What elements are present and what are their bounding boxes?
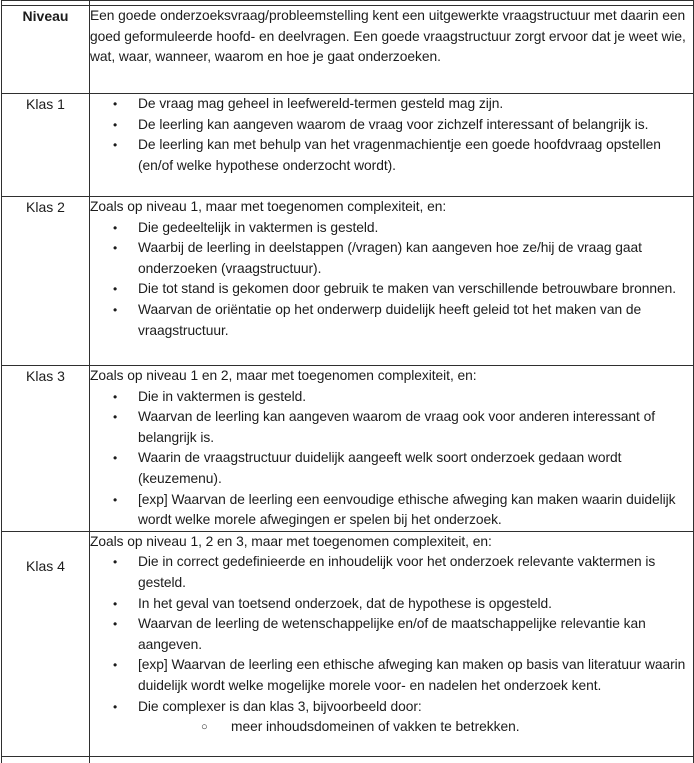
bullet-item bbox=[90, 115, 693, 136]
bullet-text: Die complexer is dan klas 3, bijvoorbeeld door: bbox=[138, 698, 422, 714]
bullet-item bbox=[90, 655, 693, 696]
description-cell bbox=[90, 531, 694, 756]
description-cell bbox=[90, 366, 694, 532]
bullet-text: [exp] Waarvan de leerling een eenvoudige ethische afweging kan maken waarin duidelijk wordt welke morele afwegingen er spelen bij het onderzoek. bbox=[138, 491, 676, 528]
bullet-item bbox=[90, 552, 693, 593]
bullet-text: De leerling kan aangeven waarom de vraag voor zichzelf interessant of belangrijk is. bbox=[138, 116, 649, 132]
bullet-icon: • bbox=[113, 97, 118, 111]
bullet-item bbox=[90, 387, 693, 408]
bullet-icon: • bbox=[113, 138, 118, 153]
bullet-icon: • bbox=[113, 389, 118, 404]
table-row-niveau bbox=[2, 6, 694, 94]
bullet-item bbox=[90, 614, 693, 655]
level-label-cell bbox=[2, 6, 90, 94]
bullet-icon: • bbox=[113, 241, 118, 256]
bullet-text: Die in correct gedefinieerde en inhoudelijk voor het onderzoek relevante vaktermen is gesteld. bbox=[138, 554, 656, 590]
bullet-icon: • bbox=[113, 492, 118, 507]
rubric-table-body bbox=[2, 6, 694, 757]
table-row-klas-4 bbox=[2, 531, 694, 756]
description-cell bbox=[90, 197, 694, 366]
bullet-icon: • bbox=[113, 302, 118, 317]
bullet-text: Waarbij de leerling in deelstappen (/vragen) kan aangeven hoe ze/hij de vraag gaat onderzoeken (vraagstructuur). bbox=[138, 240, 642, 276]
cropped-cell bbox=[2, 756, 90, 763]
table-row-klas-1 bbox=[2, 94, 694, 197]
sub-bullet-icon: ○ bbox=[201, 721, 208, 734]
bullet-text: Die gedeeltelijk in vaktermen is gesteld. bbox=[138, 219, 379, 235]
bullet-text: Die tot stand is gekomen door gebruik te maken van verschillende betrouwbare bronnen. bbox=[138, 281, 676, 297]
cropped-row-bottom bbox=[2, 756, 694, 763]
bullet-item bbox=[90, 94, 693, 115]
bullet-text: In het geval van toetsend onderzoek, dat de hypothese is opgesteld. bbox=[138, 595, 552, 611]
bullet-text: meer inhoudsdomeinen of vakken te betrekken. bbox=[231, 719, 520, 735]
bullet-text: Waarin de vraagstructuur duidelijk aangeeft welk soort onderzoek gedaan wordt (keuzemenu). bbox=[138, 450, 622, 486]
table-row-klas-2 bbox=[2, 197, 694, 366]
bullet-item bbox=[90, 594, 693, 615]
bullet-item bbox=[90, 218, 693, 239]
bullet-text: De vraag mag geheel in leefwereld-termen gesteld mag zijn. bbox=[138, 96, 504, 111]
bullet-text: [exp] Waarvan de leerling een ethische afweging kan maken op basis van literatuur waarin duidelijk wordt welke mogelijke morele voor- en nadelen het onderzoek kent. bbox=[138, 657, 686, 693]
bullet-icon: • bbox=[113, 596, 118, 611]
row-intro-text: Zoals op niveau 1, 2 en 3, maar met toegenomen complexiteit, en: bbox=[90, 533, 492, 549]
bullet-icon: • bbox=[113, 410, 118, 425]
level-label-cell bbox=[2, 94, 90, 197]
bullet-item bbox=[90, 300, 693, 341]
bullet-text: Die in vaktermen is gesteld. bbox=[138, 388, 307, 404]
bullet-icon: • bbox=[113, 220, 118, 235]
level-label: Klas 3 bbox=[26, 368, 65, 384]
level-label: Klas 1 bbox=[26, 96, 65, 112]
bullet-item bbox=[90, 407, 693, 448]
bullet-text: Waarvan de leerling de wetenschappelijke en/of de maatschappelijke relevantie kan aangeven. bbox=[138, 616, 646, 652]
bullet-item bbox=[90, 490, 693, 531]
level-label-cell bbox=[2, 531, 90, 756]
bullet-text: De leerling kan met behulp van het vragenmachientje een goede hoofdvraag opstellen (en/of welke hypothese onderzocht wordt). bbox=[138, 137, 661, 173]
sub-bullet-item bbox=[90, 717, 693, 738]
bullet-text: Waarvan de leerling kan aangeven waarom de vraag ook voor anderen interessant of belangrijk is. bbox=[138, 409, 656, 445]
row-intro-text: Een goede onderzoeksvraag/probleemstelling kent een uitgewerkte vraagstructuur met daarin een goed geformuleerde hoofd- en deelvragen. Een goede vraagstructuur zorgt ervoor dat je weet wie, wat, waar, wanneer, waarom en hoe je gaat onderzoeken. bbox=[90, 8, 686, 65]
bullet-icon: • bbox=[113, 617, 118, 632]
bullet-text: Waarvan de oriëntatie op het onderwerp duidelijk heeft geleid tot het maken van de vraagstructuur. bbox=[138, 301, 642, 338]
rubric-table bbox=[1, 0, 694, 763]
cropped-cell bbox=[90, 756, 694, 763]
level-label-cell bbox=[2, 197, 90, 366]
bullet-icon: • bbox=[113, 555, 118, 570]
bullet-item bbox=[90, 448, 693, 489]
description-cell bbox=[90, 94, 694, 197]
bullet-icon: • bbox=[113, 451, 118, 466]
row-intro-text: Zoals op niveau 1, maar met toegenomen complexiteit, en: bbox=[90, 199, 447, 214]
bullet-item bbox=[90, 697, 693, 718]
bullet-icon: • bbox=[113, 282, 118, 297]
bullet-item bbox=[90, 238, 693, 279]
bullet-item bbox=[90, 279, 693, 300]
description-cell bbox=[90, 6, 694, 94]
level-label: Klas 2 bbox=[26, 199, 65, 215]
level-label: Niveau bbox=[22, 8, 69, 24]
level-label-cell bbox=[2, 366, 90, 532]
bullet-icon: • bbox=[113, 658, 118, 673]
row-intro-text: Zoals op niveau 1 en 2, maar met toegenomen complexiteit, en: bbox=[90, 368, 477, 383]
level-label: Klas 4 bbox=[26, 557, 65, 574]
bullet-icon: • bbox=[113, 117, 118, 132]
table-row-klas-3 bbox=[2, 366, 694, 532]
bullet-icon: • bbox=[113, 699, 118, 714]
bullet-item bbox=[90, 135, 693, 176]
